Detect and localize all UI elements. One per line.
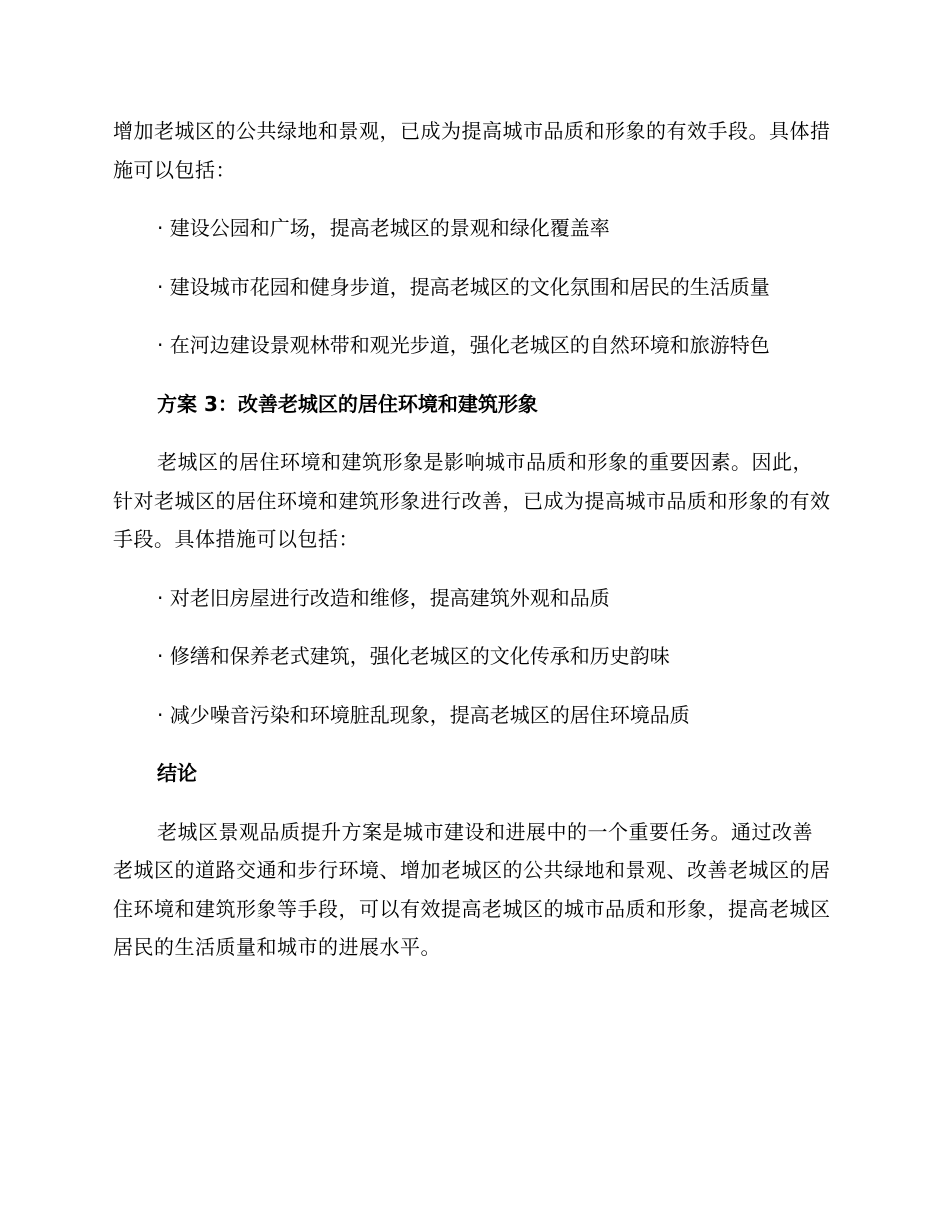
- spacer: [113, 248, 833, 268]
- spacer: [113, 423, 833, 443]
- conclusion-heading: 结论: [157, 761, 197, 785]
- spacer: [113, 559, 833, 579]
- spacer: [113, 617, 833, 637]
- spacer: [113, 365, 833, 385]
- spacer: [113, 189, 833, 209]
- plan3-paragraph: 老城区的居住环境和建筑形象是影响城市品质和形象的重要因素。因此，针对老城区的居住环境和建筑形象进行改善，已成为提高城市品质和形象的有效手段。具体措施可以包括：: [113, 450, 831, 551]
- spacer: [113, 793, 833, 813]
- green-measure-item: · 在河边建设景观林带和观光步道，强化老城区的自然环境和旅游特色: [157, 333, 770, 357]
- spacer: [113, 734, 833, 754]
- green-measure-item: · 建设公园和广场，提高老城区的景观和绿化覆盖率: [157, 216, 610, 240]
- plan3-heading: 方案 3：改善老城区的居住环境和建筑形象: [157, 391, 538, 416]
- green-measure-item: · 建设城市花园和健身步道，提高老城区的文化氛围和居民的生活质量: [157, 274, 770, 299]
- plan3-measure-item: · 修缮和保养老式建筑，强化老城区的文化传承和历史韵味: [157, 644, 670, 668]
- spacer: [113, 306, 833, 326]
- conclusion-paragraph: 老城区景观品质提升方案是城市建设和进展中的一个重要任务。通过改善老城区的道路交通和步行环境、增加老城区的公共绿地和景观、改善老城区的居住环境和建筑形象等手段，可以有效提高老城区的城市品质和形象，提高老城区居民的生活质量和城市的进展水平。: [113, 819, 831, 959]
- intro-paragraph: 增加老城区的公共绿地和景观，已成为提高城市品质和形象的有效手段。具体措施可以包括：: [113, 119, 831, 182]
- document-page: [113, 112, 833, 967]
- plan3-measure-item: · 对老旧房屋进行改造和维修，提高建筑外观和品质: [157, 585, 610, 610]
- spacer: [113, 676, 833, 696]
- plan3-measure-item: · 减少噪音污染和环境脏乱现象，提高老城区的居住环境品质: [157, 702, 690, 727]
